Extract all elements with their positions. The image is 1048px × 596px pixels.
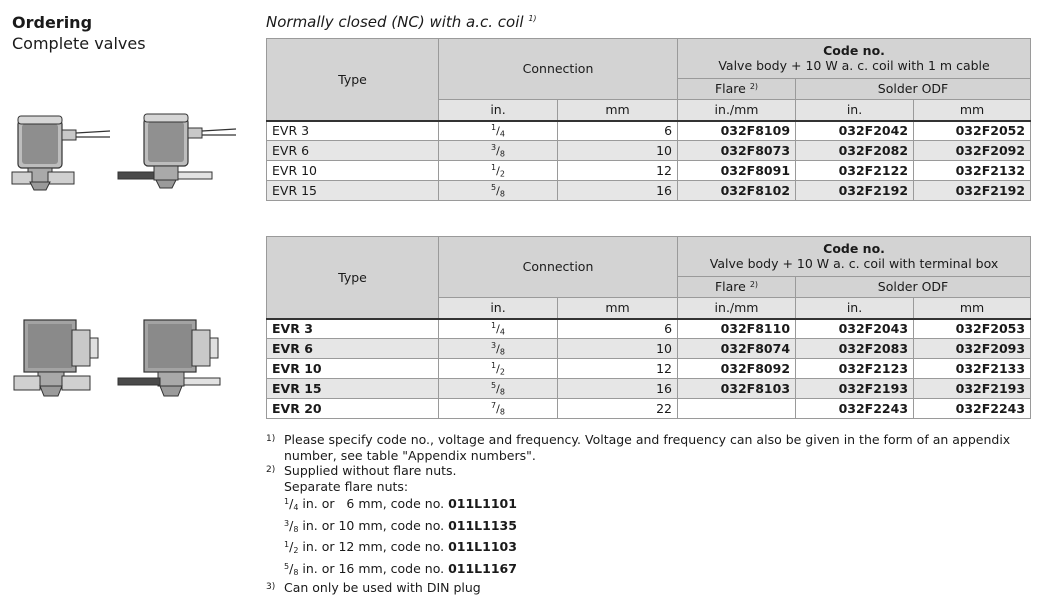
solder-mm-code-cell: 032F2193 bbox=[914, 379, 1031, 399]
footnote-2-text: Supplied without flare nuts. bbox=[284, 463, 457, 478]
flare-nut-text: in. or 16 mm, code no. bbox=[298, 560, 449, 576]
fraction-numerator: 7 bbox=[491, 400, 497, 410]
flare-footnote: 2) bbox=[749, 82, 759, 92]
connection-mm-cell: 10 bbox=[558, 141, 678, 161]
unit-mm-header: mm bbox=[558, 99, 678, 120]
connection-mm-cell: 10 bbox=[558, 339, 678, 359]
table-row bbox=[267, 181, 1031, 201]
footnote-2-line-2: Separate flare nuts: bbox=[284, 478, 409, 494]
fraction-numerator: 5 bbox=[491, 380, 497, 390]
fraction-denominator: 8 bbox=[499, 189, 505, 199]
connection-header: Connection bbox=[439, 237, 678, 298]
fraction-denominator: 8 bbox=[499, 149, 505, 159]
flare-code-cell: 032F8109 bbox=[678, 121, 796, 141]
flare-nut-code: 011L1103 bbox=[448, 539, 517, 554]
fraction-denominator: 4 bbox=[499, 327, 505, 337]
flare-nut-code: 011L1167 bbox=[448, 560, 517, 576]
valve-terminal-flare-image bbox=[8, 314, 120, 404]
connection-in-cell: $^1/_2$ bbox=[439, 359, 558, 379]
fraction-numerator: 1 bbox=[491, 360, 497, 370]
table-row bbox=[267, 379, 1031, 399]
code-header bbox=[678, 237, 1031, 277]
type-cell: EVR 20 bbox=[267, 399, 439, 419]
flare-code-cell: 032F8102 bbox=[678, 181, 796, 201]
flare-nut-code: 011L1101 bbox=[448, 496, 517, 511]
type-cell: EVR 10 bbox=[267, 359, 439, 379]
unit-mm2-header: mm bbox=[914, 99, 1031, 120]
code-header-title: Code no. bbox=[823, 241, 885, 257]
fraction-numerator: 5 bbox=[491, 182, 497, 192]
unit-inmm-header: in./mm bbox=[678, 99, 796, 120]
table-cable-coil bbox=[266, 38, 1031, 201]
table-row bbox=[267, 359, 1031, 379]
table-row bbox=[267, 399, 1031, 419]
flare-header-label: Flare bbox=[714, 81, 746, 97]
unit-in-header: in. bbox=[439, 297, 558, 318]
unit-mm-header: mm bbox=[558, 297, 678, 318]
solder-header: Solder ODF bbox=[796, 276, 1031, 297]
unit-in2-header: in. bbox=[796, 99, 914, 120]
connection-in-cell: $^1/_4$ bbox=[439, 121, 558, 141]
section-title-text: Normally closed (NC) with a.c. coil bbox=[266, 13, 524, 31]
section-title bbox=[266, 13, 537, 31]
page-subheading: Complete valves bbox=[12, 34, 146, 53]
footnote-1-text: Please specify code no., voltage and frequency. Voltage and frequency can also be given in the form of an appendix bbox=[284, 432, 1011, 447]
table-terminal-box bbox=[266, 236, 1031, 419]
solder-in-code-cell: 032F2082 bbox=[796, 141, 914, 161]
solder-in-code-cell: 032F2083 bbox=[796, 339, 914, 359]
flare-code-cell bbox=[678, 399, 796, 419]
code-header bbox=[678, 39, 1031, 79]
flare-code-cell: 032F8074 bbox=[678, 339, 796, 359]
fraction-denominator: 4 bbox=[293, 503, 299, 512]
fraction-numerator: 1 bbox=[491, 320, 497, 330]
solder-in-code-cell: 032F2122 bbox=[796, 161, 914, 181]
fraction-numerator: 1 bbox=[284, 540, 290, 549]
flare-code-cell: 032F8073 bbox=[678, 141, 796, 161]
connection-header: Connection bbox=[439, 39, 678, 100]
flare-nut-item: $^1$/4 in. or 6 mm, code no. 011L1101 bbox=[284, 496, 517, 512]
fraction-numerator: 3 bbox=[491, 340, 497, 350]
solder-mm-code-cell: 032F2052 bbox=[914, 121, 1031, 141]
solder-in-code-cell: 032F2043 bbox=[796, 319, 914, 339]
flare-nut-item: $^5$/8 in. or 16 mm, code no. 011L1167 bbox=[284, 560, 517, 577]
type-header: Type bbox=[267, 39, 439, 121]
type-cell: EVR 3 bbox=[267, 121, 439, 141]
table-row bbox=[267, 161, 1031, 181]
footnote-3-mark: 3) bbox=[266, 582, 276, 592]
solder-in-code-cell: 032F2243 bbox=[796, 399, 914, 419]
connection-mm-cell: 22 bbox=[558, 399, 678, 419]
flare-header-label: Flare bbox=[714, 279, 746, 295]
footnote-2-line-1 bbox=[266, 463, 1010, 479]
fraction-denominator: 4 bbox=[499, 129, 505, 139]
solder-mm-code-cell: 032F2132 bbox=[914, 161, 1031, 181]
connection-mm-cell: 6 bbox=[558, 319, 678, 339]
solder-header: Solder ODF bbox=[796, 78, 1031, 99]
flare-nut-item: $^3$/8 in. or 10 mm, code no. 011L1135 bbox=[284, 517, 517, 534]
solder-in-code-cell: 032F2123 bbox=[796, 359, 914, 379]
footnote-3-text: Can only be used with DIN plug bbox=[284, 580, 481, 595]
connection-in-cell: $^7/_8$ bbox=[439, 399, 558, 419]
type-cell: EVR 3 bbox=[267, 319, 439, 339]
flare-nut-item: $^1$/2 in. or 12 mm, code no. 011L1103 bbox=[284, 539, 517, 555]
solder-in-code-cell: 032F2042 bbox=[796, 121, 914, 141]
connection-mm-cell: 6 bbox=[558, 121, 678, 141]
flare-footnote: 2) bbox=[749, 280, 759, 290]
valve-cable-flare-image bbox=[10, 112, 122, 196]
fraction-denominator: 8 bbox=[499, 407, 505, 417]
connection-in-cell: $^5/_8$ bbox=[439, 181, 558, 201]
page-heading: Ordering bbox=[12, 13, 93, 32]
footnote-1-line-2: number, see table "Appendix numbers". bbox=[284, 447, 536, 463]
solder-mm-code-cell: 032F2192 bbox=[914, 181, 1031, 201]
unit-in-header: in. bbox=[439, 99, 558, 120]
connection-in-cell: $^5/_8$ bbox=[439, 379, 558, 399]
solder-mm-code-cell: 032F2133 bbox=[914, 359, 1031, 379]
fraction-numerator: 1 bbox=[491, 122, 497, 132]
flare-nut-code: 011L1135 bbox=[448, 517, 517, 533]
solder-mm-code-cell: 032F2093 bbox=[914, 339, 1031, 359]
table-row bbox=[267, 141, 1031, 161]
connection-mm-cell: 16 bbox=[558, 379, 678, 399]
flare-code-cell: 032F8110 bbox=[678, 319, 796, 339]
unit-mm2-header: mm bbox=[914, 297, 1031, 318]
type-cell: EVR 15 bbox=[267, 379, 439, 399]
connection-mm-cell: 16 bbox=[558, 181, 678, 201]
type-cell: EVR 10 bbox=[267, 161, 439, 181]
flare-code-cell: 032F8091 bbox=[678, 161, 796, 181]
unit-inmm-header: in./mm bbox=[678, 297, 796, 318]
footnotes bbox=[266, 432, 1010, 596]
flare-nut-text: in. or 10 mm, code no. bbox=[298, 517, 449, 533]
solder-mm-code-cell: 032F2243 bbox=[914, 399, 1031, 419]
flare-code-cell: 032F8103 bbox=[678, 379, 796, 399]
connection-mm-cell: 12 bbox=[558, 161, 678, 181]
solder-mm-code-cell: 032F2053 bbox=[914, 319, 1031, 339]
solder-in-code-cell: 032F2192 bbox=[796, 181, 914, 201]
fraction-denominator: 8 bbox=[499, 387, 505, 397]
fraction-denominator: 2 bbox=[499, 367, 505, 377]
footnote-3-line-1 bbox=[266, 580, 1010, 596]
unit-in2-header: in. bbox=[796, 297, 914, 318]
flare-nut-list bbox=[266, 494, 1010, 580]
flare-header bbox=[678, 78, 796, 99]
fraction-denominator: 2 bbox=[499, 169, 505, 179]
code-header-subtitle: Valve body + 10 W a. c. coil with 1 m cable bbox=[718, 58, 990, 74]
code-header-subtitle: Valve body + 10 W a. c. coil with terminal box bbox=[709, 256, 999, 272]
flare-nut-text: in. or 6 mm, code no. bbox=[298, 496, 449, 511]
table-row bbox=[267, 339, 1031, 359]
valve-terminal-solder-image bbox=[112, 312, 242, 404]
fraction-denominator: 8 bbox=[499, 347, 505, 357]
type-cell: EVR 6 bbox=[267, 141, 439, 161]
flare-code-cell: 032F8092 bbox=[678, 359, 796, 379]
fraction-numerator: 5 bbox=[284, 561, 290, 571]
fraction-numerator: 1 bbox=[284, 497, 290, 506]
fraction-numerator: 3 bbox=[284, 518, 290, 528]
section-title-footnote: 1) bbox=[528, 14, 537, 23]
type-header: Type bbox=[267, 237, 439, 319]
table-row bbox=[267, 121, 1031, 141]
table-row bbox=[267, 319, 1031, 339]
type-cell: EVR 6 bbox=[267, 339, 439, 359]
connection-in-cell: $^1/_2$ bbox=[439, 161, 558, 181]
fraction-numerator: 3 bbox=[491, 142, 497, 152]
connection-mm-cell: 12 bbox=[558, 359, 678, 379]
code-header-title: Code no. bbox=[823, 43, 885, 59]
connection-in-cell: $^3/_8$ bbox=[439, 339, 558, 359]
type-cell: EVR 15 bbox=[267, 181, 439, 201]
connection-in-cell: $^3/_8$ bbox=[439, 141, 558, 161]
fraction-denominator: 2 bbox=[293, 546, 299, 555]
footnote-1-line-1 bbox=[266, 432, 1010, 448]
footnote-1-mark: 1) bbox=[266, 434, 276, 444]
fraction-denominator: 8 bbox=[293, 524, 299, 534]
fraction-denominator: 8 bbox=[293, 567, 299, 577]
flare-header bbox=[678, 276, 796, 297]
footnote-2-mark: 2) bbox=[266, 465, 276, 475]
valve-cable-solder-image bbox=[114, 108, 244, 196]
flare-nut-text: in. or 12 mm, code no. bbox=[298, 539, 449, 554]
connection-in-cell: $^1/_4$ bbox=[439, 319, 558, 339]
fraction-numerator: 1 bbox=[491, 162, 497, 172]
solder-mm-code-cell: 032F2092 bbox=[914, 141, 1031, 161]
solder-in-code-cell: 032F2193 bbox=[796, 379, 914, 399]
